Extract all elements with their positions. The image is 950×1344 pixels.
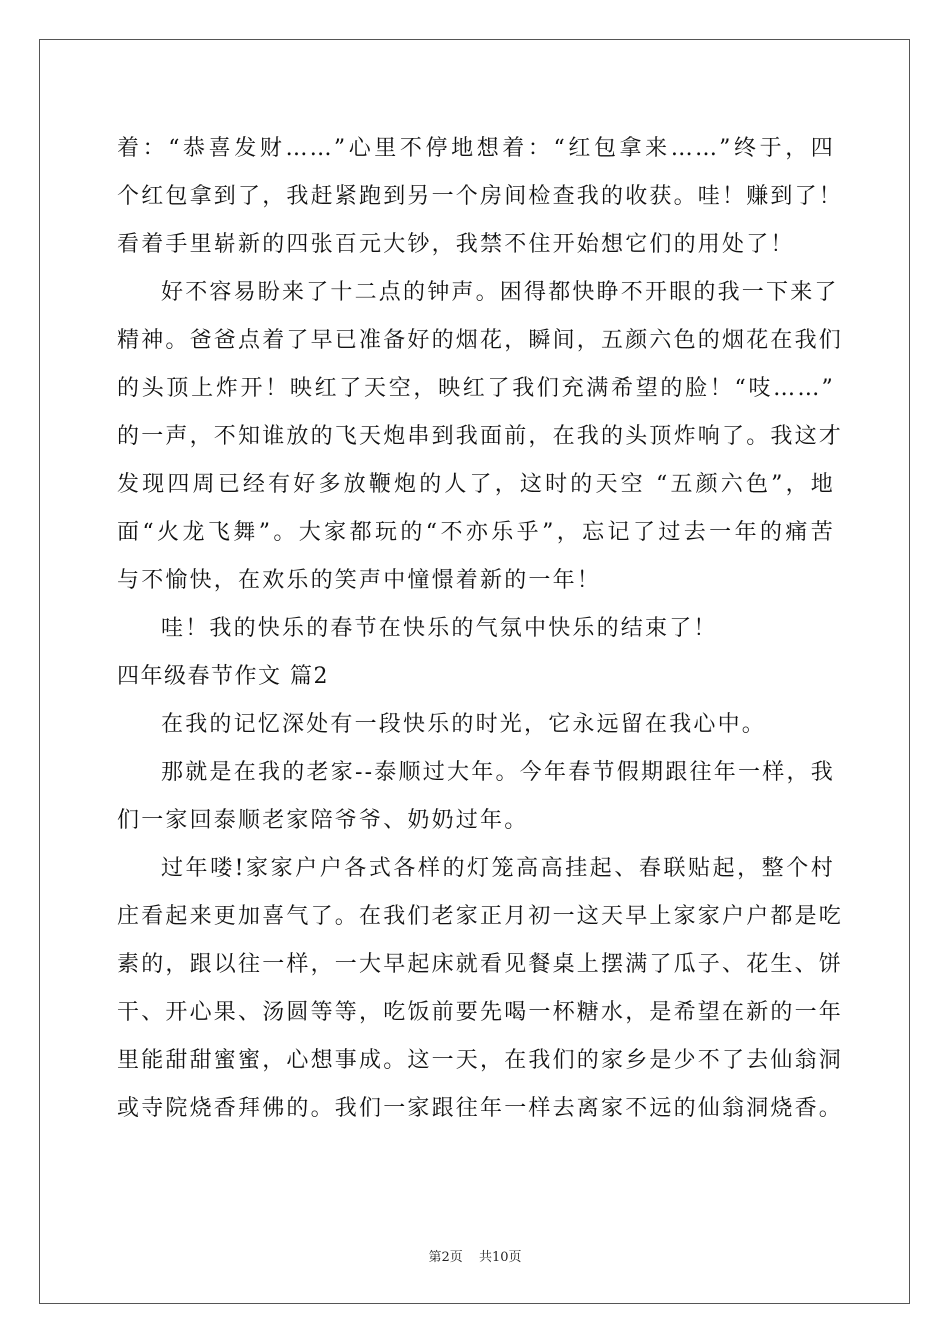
text-line: 着：“恭喜发财……”心里不停地想着：“红包拿来……”终于，四 bbox=[117, 136, 835, 161]
text-line: 那就是在我的老家--泰顺过大年。今年春节假期跟往年一样，我 bbox=[161, 760, 835, 785]
document-body bbox=[117, 125, 844, 1133]
text-line: 庄看起来更加喜气了。在我们老家正月初一这天早上家家户户都是吃 bbox=[117, 904, 844, 929]
text-line: 们一家回泰顺老家陪爷爷、奶奶过年。 bbox=[117, 808, 529, 833]
text-line: 哇！我的快乐的春节在快乐的气氛中快乐的结束了！ bbox=[161, 616, 718, 641]
text-line: 或寺院烧香拜佛的。我们一家跟往年一样去离家不远的仙翁洞烧香。 bbox=[117, 1096, 844, 1121]
text-line: 发现四周已经有好多放鞭炮的人了，这时的天空 “五颜六色”，地 bbox=[117, 472, 835, 497]
text-line: 在我的记忆深处有一段快乐的时光，它永远留在我心中。 bbox=[161, 712, 767, 737]
text-line: 看着手里崭新的四张百元大钞，我禁不住开始想它们的用处了！ bbox=[117, 232, 795, 257]
text-line: 好不容易盼来了十二点的钟声。困得都快睁不开眼的我一下来了 bbox=[161, 280, 839, 305]
text-line: 的头顶上炸开！映红了天空，映红了我们充满希望的脸！“吱……” bbox=[117, 376, 835, 401]
text-line: 面“火龙飞舞”。大家都玩的“不亦乐乎”，忘记了过去一年的痛苦 bbox=[117, 520, 835, 545]
text-line: 里能甜甜蜜蜜，心想事成。这一天，在我们的家乡是少不了去仙翁洞 bbox=[117, 1048, 844, 1073]
text-line: 精神。爸爸点着了早已准备好的烟花，瞬间，五颜六色的烟花在我们 bbox=[117, 328, 844, 353]
page-number: 第2页 bbox=[428, 1250, 463, 1265]
text-line: 个红包拿到了，我赶紧跑到另一个房间检查我的收获。哇！赚到了！ bbox=[117, 184, 844, 209]
text-line: 干、开心果、汤圆等等，吃饭前要先喝一杯糖水，是希望在新的一年 bbox=[117, 1000, 844, 1025]
text-line: 素的，跟以往一样，一大早起床就看见餐桌上摆满了瓜子、花生、饼 bbox=[117, 952, 844, 977]
text-line: 的一声，不知谁放的飞天炮串到我面前，在我的头顶炸响了。我这才 bbox=[117, 424, 844, 449]
text-line: 过年喽!家家户户各式各样的灯笼高高挂起、春联贴起，整个村 bbox=[161, 856, 835, 881]
page-total: 共10页 bbox=[478, 1250, 522, 1265]
page-footer bbox=[0, 1246, 950, 1265]
section-heading: 四年级春节作文 篇2 bbox=[117, 664, 329, 689]
text-line: 与不愉快，在欢乐的笑声中憧憬着新的一年！ bbox=[117, 568, 602, 593]
